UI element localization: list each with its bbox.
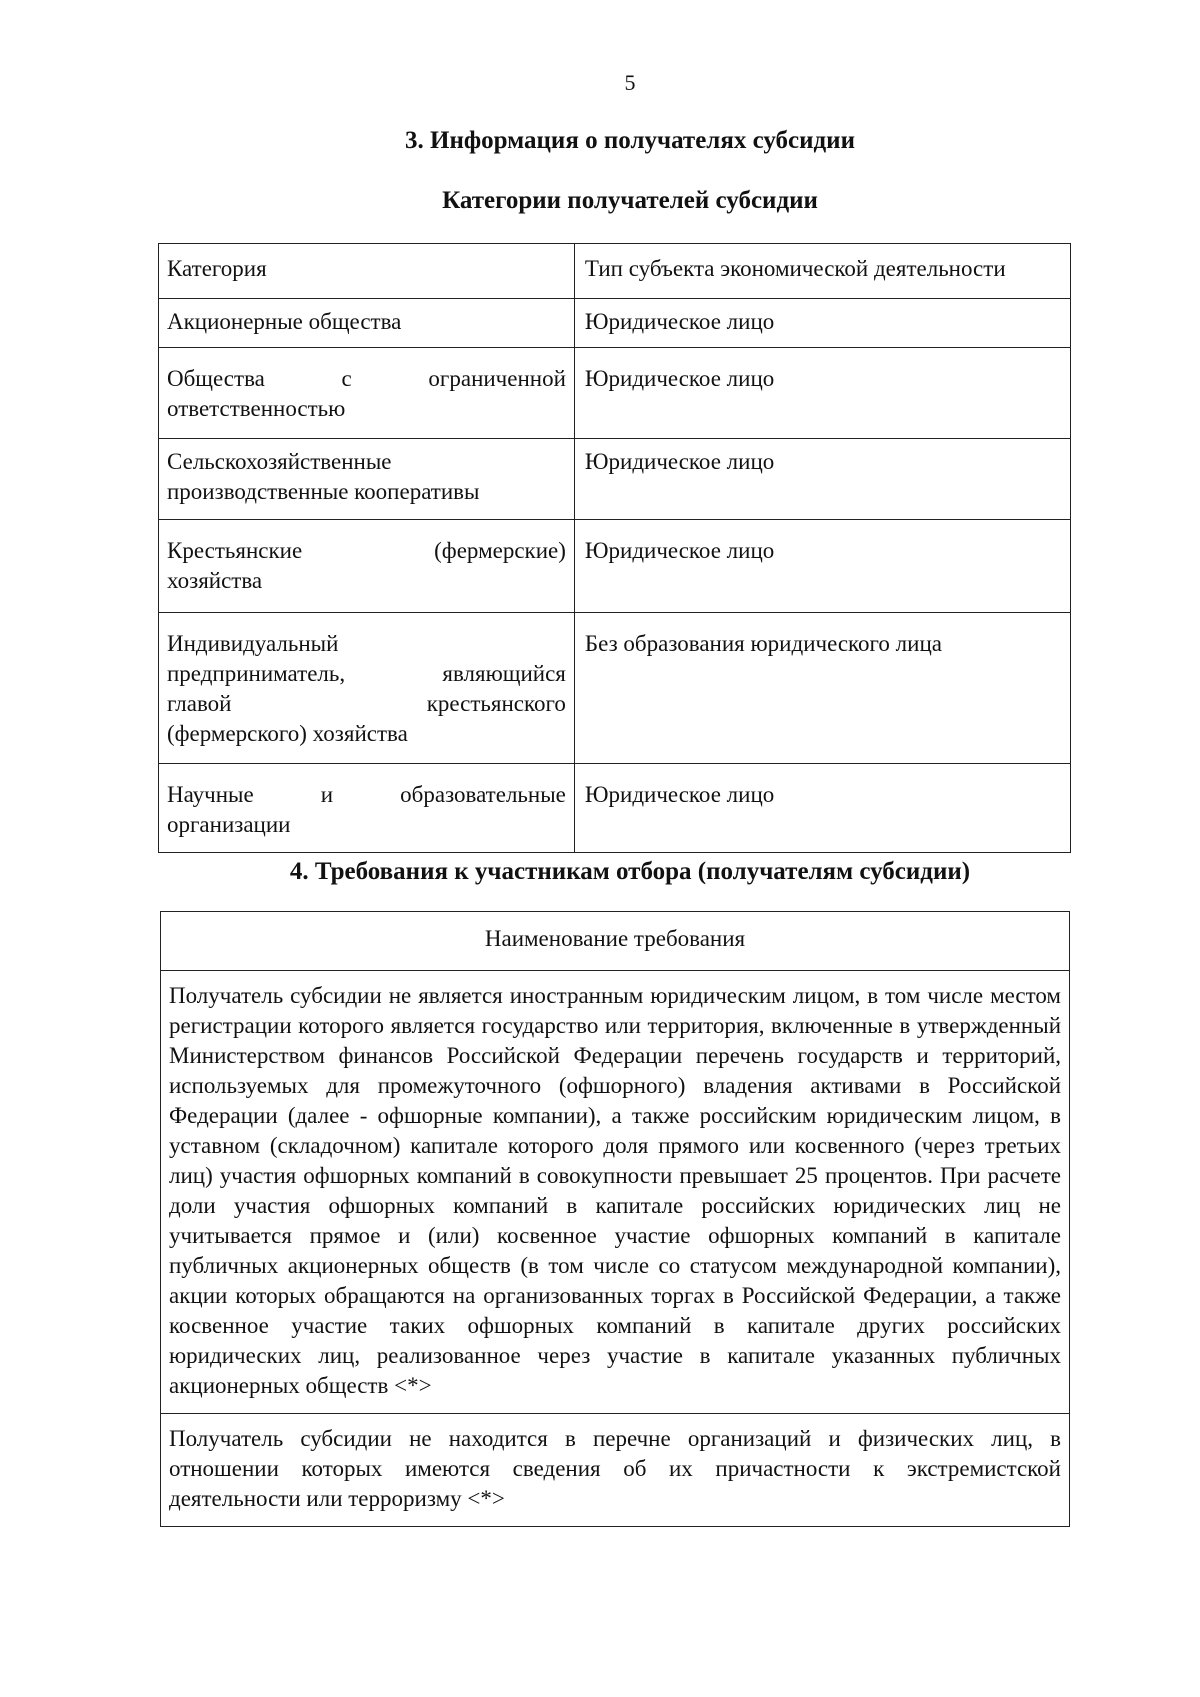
header-category: Категория [159,244,575,299]
table-row [159,348,1071,439]
entity-type-cell: Без образования юридического лица [574,613,1070,764]
category-line: хозяйства [167,568,263,593]
category-cell [159,613,575,764]
entity-type-cell: Юридическое лицо [574,299,1070,348]
category-cell [159,764,575,853]
category-line: организации [167,812,291,837]
category-cell [159,299,575,348]
categories-table-title: Категории получателей субсидии [442,187,818,214]
category-line: предприниматель, являющийся [167,661,566,686]
table-row [159,520,1071,613]
table-row [161,971,1070,1414]
category-line: Крестьянские (фермерские) [167,538,566,563]
table-row [159,613,1071,764]
requirement-cell: Получатель субсидии не является иностранным юридическим лицом, в том числе местом регистрации которого является государство или территория, включенные в утвержденный Министерством финансов Российской Федерации перечень государств и территорий, используемых для промежуточного (офшорного) владения активами в Российской Федерации (далее - офшорные компании), а также российским юридическим лицом, в уставном (складочном) капитале которого доля прямого или косвенного (через третьих лиц) участия офшорных компаний в совокупности превышает 25 процентов. При расчете доли участия офшорных компаний в капитале российских юридических лиц не учитывается прямое и (или) косвенное участие офшорных компаний в капитале публичных акционерных обществ (в том числе со статусом международной компании), акции которых обращаются на организованных торгах в Российской Федерации, а также косвенное участие таких офшорных компаний в капитале других российских юридических лиц, реализованное через участие в капитале указанных публичных акционерных обществ <*> [161,971,1070,1414]
entity-type-cell: Юридическое лицо [574,439,1070,520]
table-row [159,764,1071,853]
header-entity-type: Тип субъекта экономической деятельности [574,244,1070,299]
page-number: 5 [624,70,636,95]
table-row [161,1414,1070,1527]
category-line: (фермерского) хозяйства [167,721,408,746]
category-line: Сельскохозяйственные [167,449,392,474]
table-row [159,439,1071,520]
table-header-row [159,244,1071,299]
header-requirement-name: Наименование требования [161,912,1070,971]
category-cell [159,520,575,613]
table-row [159,299,1071,348]
category-line: Общества с ограниченной [167,366,566,391]
entity-type-cell: Юридическое лицо [574,764,1070,853]
requirement-cell: Получатель субсидии не находится в перечне организаций и физических лиц, в отношении которых имеются сведения об их причастности к экстремистской деятельности или терроризму <*> [161,1414,1070,1527]
section-4-title: 4. Требования к участникам отбора (получателям субсидии) [289,858,971,885]
category-line: главой крестьянского [167,691,566,716]
category-line: Акционерные общества [167,309,402,334]
requirements-table [160,911,1070,1527]
section-3-title: 3. Информация о получателях субсидии [405,127,855,154]
category-line: Научные и образовательные [167,782,566,807]
table-header-row [161,912,1070,971]
category-line: Индивидуальный [167,631,339,656]
category-line: производственные кооперативы [167,479,480,504]
category-cell [159,348,575,439]
entity-type-cell: Юридическое лицо [574,520,1070,613]
category-cell [159,439,575,520]
entity-type-cell: Юридическое лицо [574,348,1070,439]
recipient-categories-table [158,243,1071,853]
category-line: ответственностью [167,396,346,421]
